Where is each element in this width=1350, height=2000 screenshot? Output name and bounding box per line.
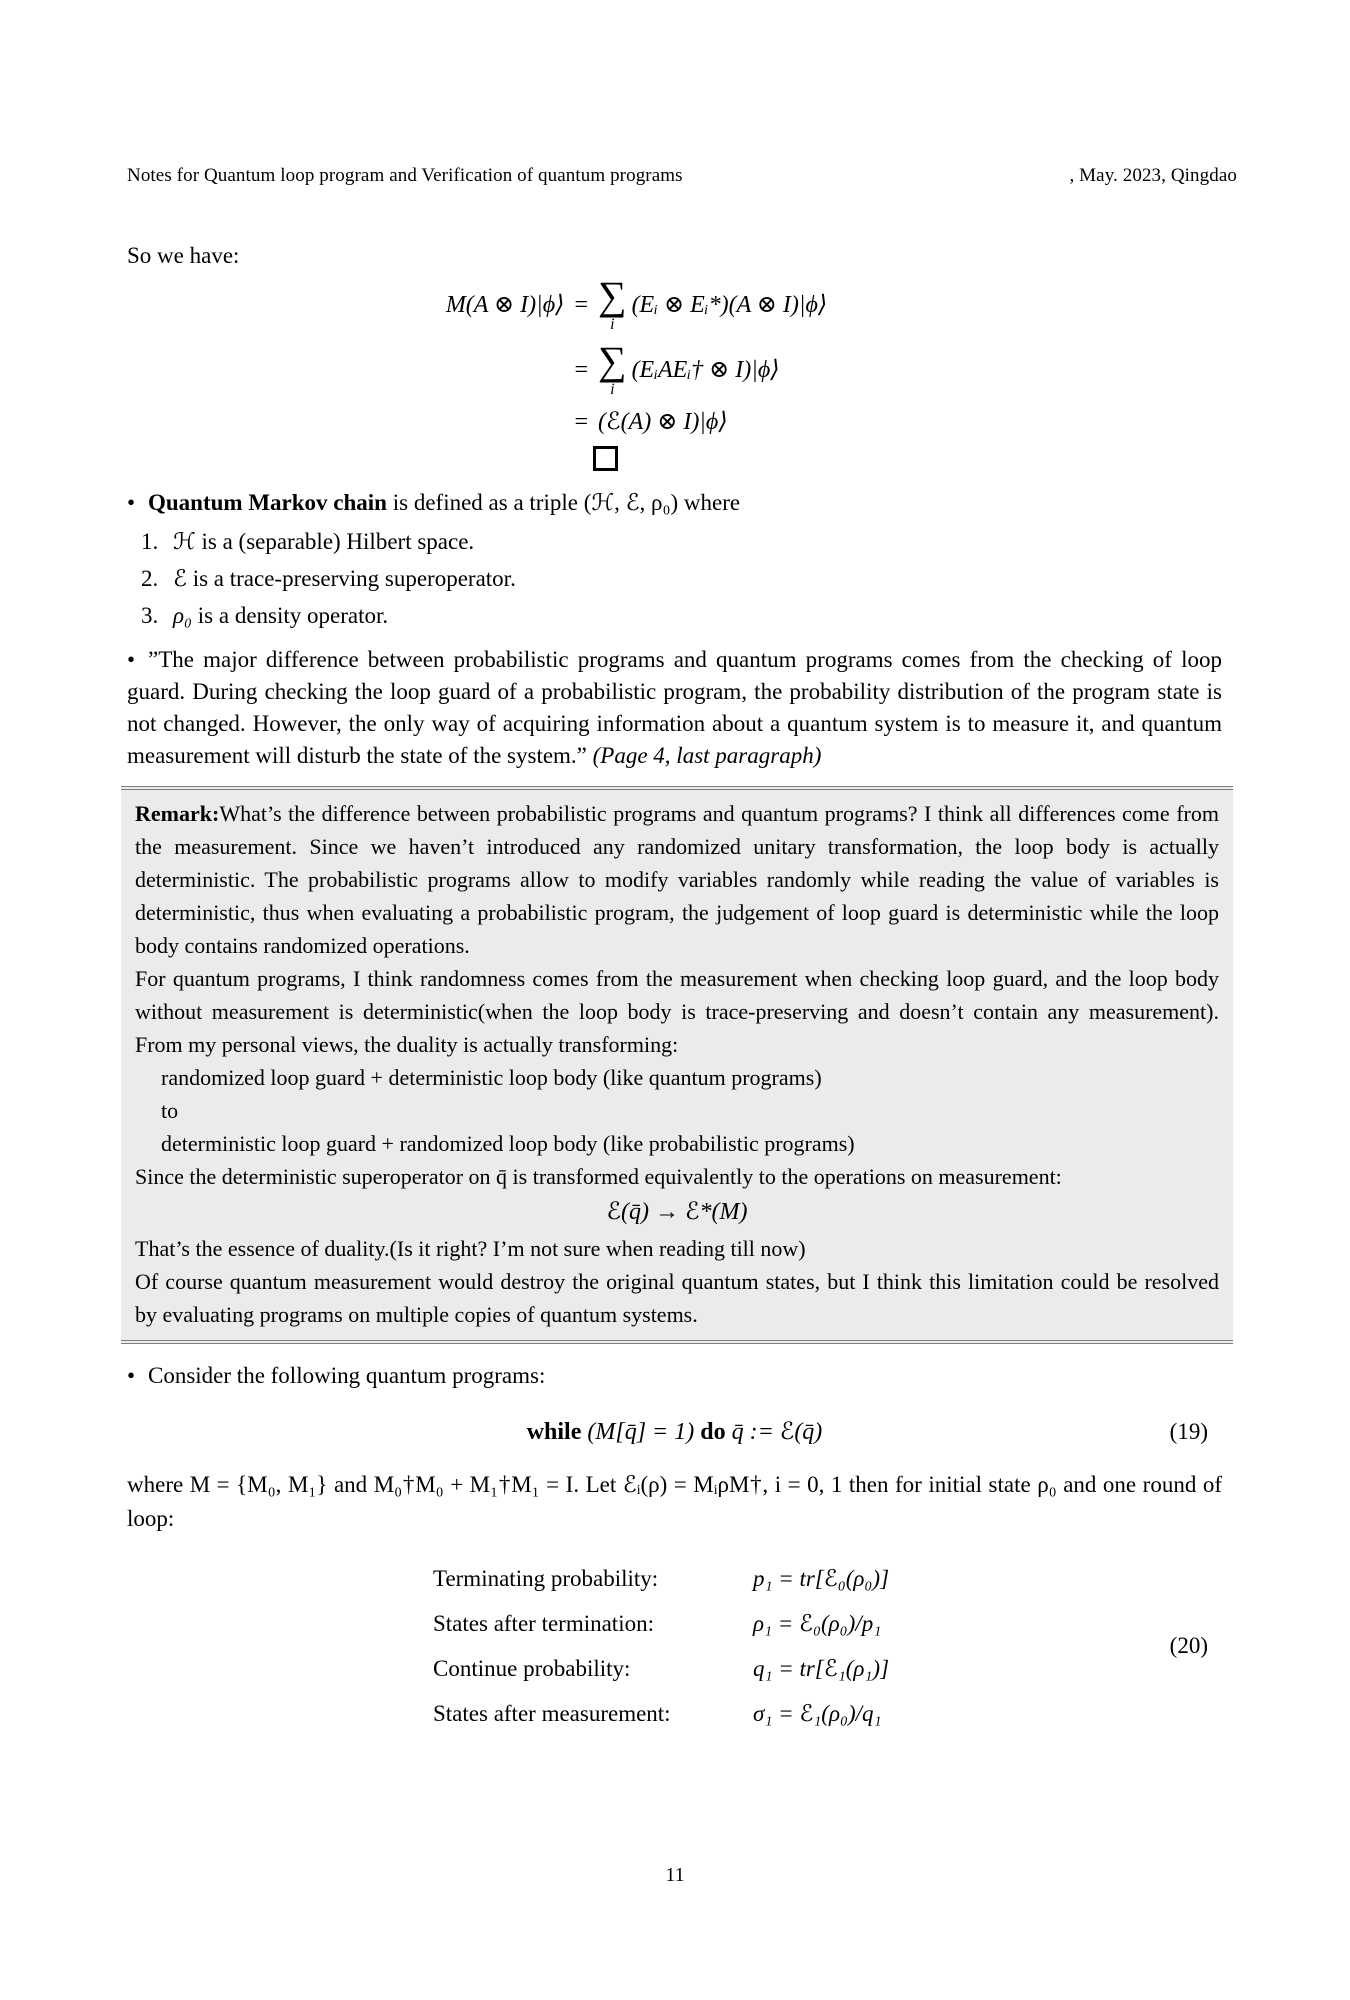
markov-item-3: 3. ρ₀ is a density operator. [141, 603, 389, 628]
page-number: 11 [665, 1864, 685, 1886]
table-row [433, 1646, 889, 1691]
consider-paragraph [127, 1360, 1222, 1392]
equals-sign: = [574, 291, 589, 318]
remark-paragraph-3: Since the deterministic superoperator on q̄ is transformed equivalently to the operations on measurement: [135, 1164, 1062, 1189]
bullet-icon: • [127, 647, 136, 672]
where-paragraph: where M = {M₀, M₁} and M₀†M₀ + M₁†M₁ = I. Let ℰᵢ(ρ) = MᵢρM†, i = 0, 1 then for initial state ρ₀ and one round of loop: [127, 1472, 1222, 1531]
derivation-line-1 [365, 273, 985, 333]
quote-text: ”The major difference between probabilistic programs and quantum programs comes from the checking of loop guard. During checking the loop guard of a probabilistic program, the probability distribution of the program state is not changed. However, the only way of acquiring information about a quantum system is to measure it, and quantum measurement will disturb the state of the system.” [127, 647, 1222, 768]
row-label: Continue probability: [433, 1655, 631, 1681]
equation-tag-20: (20) [1169, 1633, 1208, 1658]
loop-body: q̄ := ℰ(q̄) [725, 1419, 823, 1445]
duality-line-3: deterministic loop guard + randomized loop body (like probabilistic programs) [161, 1131, 855, 1156]
summation-symbol: ∑ i [598, 273, 627, 333]
quote-paragraph [127, 644, 1222, 772]
row-label: States after termination: [433, 1610, 654, 1636]
markov-item-1: 1. ℋ is a (separable) Hilbert space. [141, 529, 475, 554]
summation-symbol: ∑ i [598, 338, 627, 398]
consider-text: Consider the following quantum programs: [148, 1363, 546, 1388]
row-label: States after measurement: [433, 1700, 671, 1726]
derivation-rhs-2: (EᵢAEᵢ† ⊗ I)|ϕ⟩ [631, 356, 780, 383]
page-header [127, 165, 1237, 187]
derivation-line-2 [365, 338, 985, 398]
derivation-line-3 [365, 406, 985, 438]
remark-paragraph-4: That’s the essence of duality.(Is it right? I’m not sure when reading till now) [135, 1236, 806, 1261]
derivation-rhs-1: (Eᵢ ⊗ Eᵢ*)(A ⊗ I)|ϕ⟩ [631, 291, 828, 318]
remark-box [121, 786, 1233, 1344]
table-row [433, 1601, 889, 1646]
row-formula: σ₁ = ℰ₁(ρ₀)/q₁ [753, 1700, 882, 1726]
quote-citation: (Page 4, last paragraph) [592, 743, 822, 768]
remark-paragraph-2: For quantum programs, I think randomness comes from the measurement when checking loop guard, and the loop body without measurement is deterministic(when the loop body is trace-preserving and doesn’t contain any measurement). From my personal views, the duality is actually transforming: [135, 966, 1219, 1057]
header-title: Notes for Quantum loop program and Verification of quantum programs [127, 165, 683, 186]
loop-guard: (M[q̄] = 1) [581, 1419, 701, 1445]
equals-sign: = [574, 409, 589, 435]
bullet-icon: • [127, 490, 136, 515]
keyword-do: do [700, 1419, 726, 1445]
table-row [433, 1691, 889, 1736]
remark-paragraph-1: Remark:What’s the difference between probabilistic programs and quantum programs? I think all differences come from the measurement. Since we haven’t introduced any randomized unitary transformation, the loop body is actually deterministic. The probabilistic programs allow to modify variables randomly while reading the value of variables is deterministic, thus when evaluating a probabilistic program, the judgement of loop guard is deterministic while the loop body contains randomized operations. [135, 801, 1219, 958]
row-formula: ρ₁ = ℰ₀(ρ₀)/p₁ [753, 1610, 882, 1636]
row-formula: p₁ = tr[ℰ₀(ρ₀)] [753, 1565, 890, 1591]
equation-20-table [433, 1556, 889, 1736]
markov-list [141, 523, 1222, 634]
derivation-rhs-3: (ℰ(A) ⊗ I)|ϕ⟩ [598, 409, 728, 435]
derivation-equations [365, 273, 985, 438]
intro-text: So we have: [127, 243, 240, 268]
equals-sign: = [574, 356, 589, 383]
page-body [127, 240, 1222, 1736]
while-loop-program [527, 1419, 823, 1445]
equation-tag-19: (19) [1169, 1419, 1208, 1444]
qed-symbol [593, 446, 618, 471]
remark-paragraph-5: Of course quantum measurement would destroy the original quantum states, but I think this limitation could be resolved by evaluating programs on multiple copies of quantum systems. [135, 1269, 1219, 1327]
keyword-while: while [526, 1419, 582, 1445]
markov-item-2: 2. ℰ is a trace-preserving superoperator. [141, 566, 516, 591]
derivation-lhs: M(A ⊗ I)|ϕ⟩ [445, 291, 565, 318]
duality-formula: ℰ(q̄) → ℰ*(M) [606, 1199, 748, 1225]
header-date-location: , May. 2023, Qingdao [1069, 165, 1237, 186]
markov-definition-text: is defined as a triple (ℋ, ℰ, ρ₀) where [386, 490, 741, 515]
duality-line-1: randomized loop guard + deterministic loop body (like quantum programs) [161, 1065, 822, 1090]
duality-line-2: to [161, 1098, 179, 1123]
equation-19 [127, 1414, 1222, 1450]
markov-term: Quantum Markov chain [148, 490, 387, 515]
bullet-icon: • [127, 1363, 136, 1388]
equation-20 [127, 1556, 1222, 1736]
row-label: Terminating probability: [433, 1565, 659, 1591]
remark-label: Remark: [135, 801, 220, 826]
table-row [433, 1556, 889, 1601]
row-formula: q₁ = tr[ℰ₁(ρ₁)] [753, 1655, 890, 1681]
markov-definition [127, 487, 1222, 519]
